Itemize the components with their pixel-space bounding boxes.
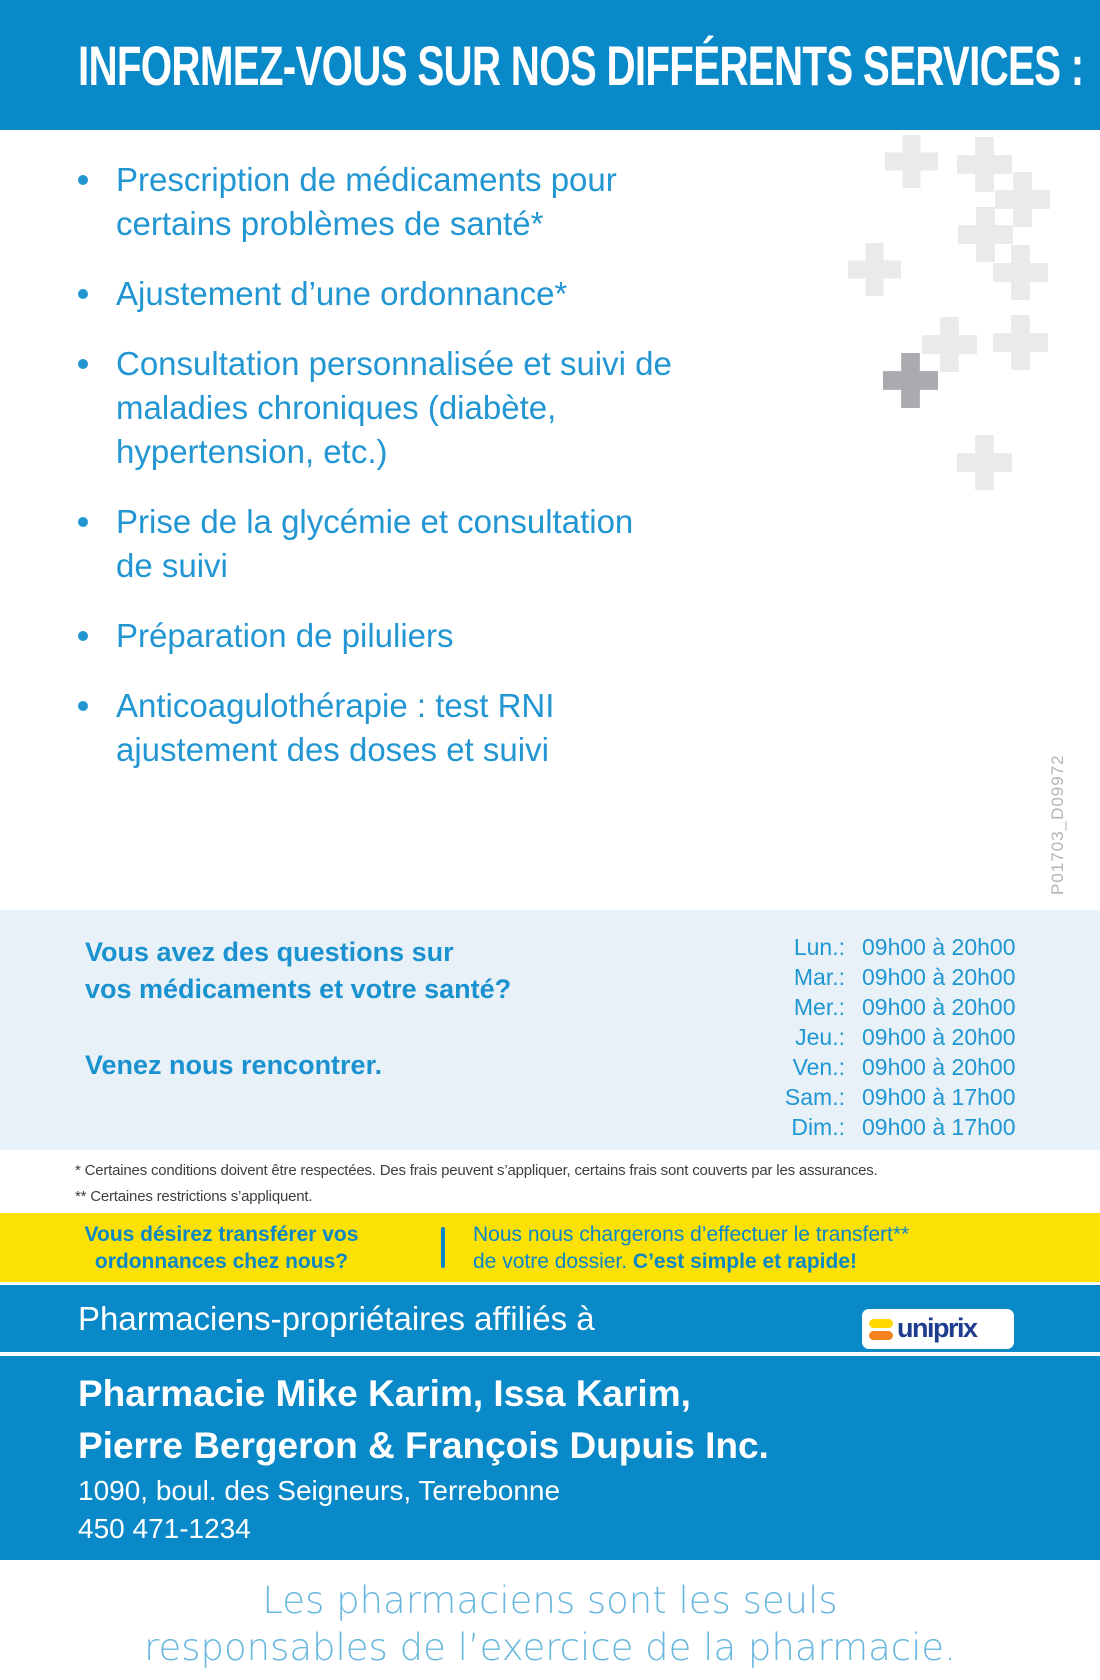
- service-text: hypertension, etc.): [116, 433, 388, 470]
- questions-line: vos médicaments et votre santé?: [85, 974, 512, 1004]
- service-text: Ajustement d’une ordonnance*: [116, 275, 568, 312]
- transfer-question-line: Vous désirez transférer vos: [84, 1222, 359, 1246]
- header-bar: [0, 0, 1100, 130]
- footnote-line: ** Certaines restrictions s’appliquent.: [75, 1188, 313, 1205]
- opening-hours: [745, 932, 1016, 1142]
- hours-row: [745, 962, 1016, 992]
- service-text: de suivi: [116, 547, 228, 584]
- affiliation-bar: [0, 1285, 1100, 1352]
- plus-icon: [993, 245, 1048, 300]
- service-text: ajustement des doses et suivi: [116, 731, 549, 768]
- pharmacy-info: [0, 1356, 1100, 1560]
- transfer-answer-line: Nous nous chargerons d’effectuer le transfert**: [473, 1222, 910, 1246]
- plus-icon: [922, 317, 977, 372]
- legal-footer-line: responsables de l’exercice de la pharmacie.: [144, 1626, 956, 1669]
- transfer-question-line: ordonnances chez nous?: [94, 1249, 349, 1273]
- hours-time: 09h00 à 20h00: [862, 994, 1016, 1020]
- questions-line: Vous avez des questions sur: [85, 937, 454, 967]
- bullet-icon: [78, 359, 88, 369]
- transfer-answer: [473, 1221, 909, 1275]
- service-item: [78, 272, 738, 316]
- plus-icon: [995, 172, 1050, 227]
- questions-text: [85, 934, 511, 1008]
- cta-text: Venez nous rencontrer.: [85, 1050, 383, 1080]
- uniprix-bars-icon: [869, 1319, 893, 1340]
- uniprix-logo: [862, 1309, 1014, 1349]
- bullet-icon: [78, 175, 88, 185]
- page-title: INFORMEZ-VOUS SUR NOS DIFFÉRENTS SERVICES :: [78, 34, 1084, 97]
- transfer-question: [0, 1221, 443, 1275]
- divider: [441, 1227, 445, 1268]
- service-text: Consultation personnalisée et suivi de: [116, 345, 672, 382]
- transfer-answer-line: [473, 1248, 909, 1275]
- service-text: Prise de la glycémie et consultation: [116, 503, 634, 540]
- pharmacy-address: 1090, boul. des Seigneurs, Terrebonne: [78, 1475, 561, 1506]
- service-text: Prescription de médicaments pour: [116, 161, 617, 198]
- service-item: [78, 342, 738, 474]
- service-item: [78, 158, 738, 246]
- hours-row: [745, 1082, 1016, 1112]
- uniprix-logo-text: uniprix: [897, 1312, 977, 1343]
- plus-icon: [848, 243, 901, 296]
- hours-row: [745, 932, 1016, 962]
- hours-day: Mar.:: [793, 964, 845, 990]
- pharmacy-phone: 450 471-1234: [78, 1513, 251, 1544]
- hours-day: Mer.:: [793, 994, 845, 1020]
- pharmacy-name: Pierre Bergeron & François Dupuis Inc.: [78, 1425, 769, 1466]
- footnotes: [75, 1158, 1035, 1210]
- hours-time: 09h00 à 20h00: [862, 1054, 1016, 1080]
- transfer-answer-bold: C’est simple et rapide!: [632, 1249, 857, 1273]
- hours-day: Sam.:: [784, 1084, 845, 1110]
- service-text: maladies chroniques (diabète,: [116, 389, 557, 426]
- plus-icon: [993, 315, 1048, 370]
- hours-row: [745, 1022, 1016, 1052]
- footnote-line: * Certaines conditions doivent être respectées. Des frais peuvent s’appliquer, certains frais sont couverts par les assurances.: [75, 1162, 878, 1179]
- hours-day: Jeu.:: [795, 1024, 845, 1050]
- service-text: certains problèmes de santé*: [116, 205, 544, 242]
- service-item: [78, 614, 738, 658]
- bullet-icon: [78, 631, 88, 641]
- hours-row: [745, 1052, 1016, 1082]
- bullet-icon: [78, 517, 88, 527]
- hours-row: [745, 1112, 1016, 1142]
- hours-time: 09h00 à 17h00: [862, 1114, 1016, 1140]
- hours-time: 09h00 à 20h00: [862, 1024, 1016, 1050]
- hours-day: Lun.:: [793, 934, 845, 960]
- plus-icon: [883, 353, 938, 408]
- hours-time: 09h00 à 20h00: [862, 934, 1016, 960]
- service-item: [78, 500, 738, 588]
- affiliation-label: Pharmaciens-propriétaires affiliés à: [78, 1299, 595, 1337]
- service-text: Préparation de piluliers: [116, 617, 454, 654]
- legal-footer-line: Les pharmaciens sont les seuls: [262, 1579, 838, 1622]
- transfer-answer-regular: de votre dossier.: [473, 1249, 633, 1273]
- pharmacy-name: Pharmacie Mike Karim, Issa Karim,: [78, 1373, 691, 1414]
- hours-day: Dim.:: [791, 1114, 845, 1140]
- plus-icon: [958, 207, 1013, 262]
- hours-row: [745, 992, 1016, 1022]
- transfer-banner: [0, 1213, 1100, 1282]
- print-code: P01703_D09972: [1048, 754, 1067, 895]
- bullet-icon: [78, 289, 88, 299]
- hours-time: 09h00 à 20h00: [862, 964, 1016, 990]
- service-text: Anticoagulothérapie : test RNI: [116, 687, 555, 724]
- plus-icon: [957, 435, 1012, 490]
- service-item: [78, 684, 738, 772]
- bullet-icon: [78, 701, 88, 711]
- hours-day: Ven.:: [792, 1054, 845, 1080]
- hours-time: 09h00 à 17h00: [862, 1084, 1016, 1110]
- services-list: [78, 158, 738, 798]
- plus-icon: [885, 135, 938, 188]
- legal-footer: [0, 1560, 1100, 1671]
- plus-icon: [957, 137, 1012, 192]
